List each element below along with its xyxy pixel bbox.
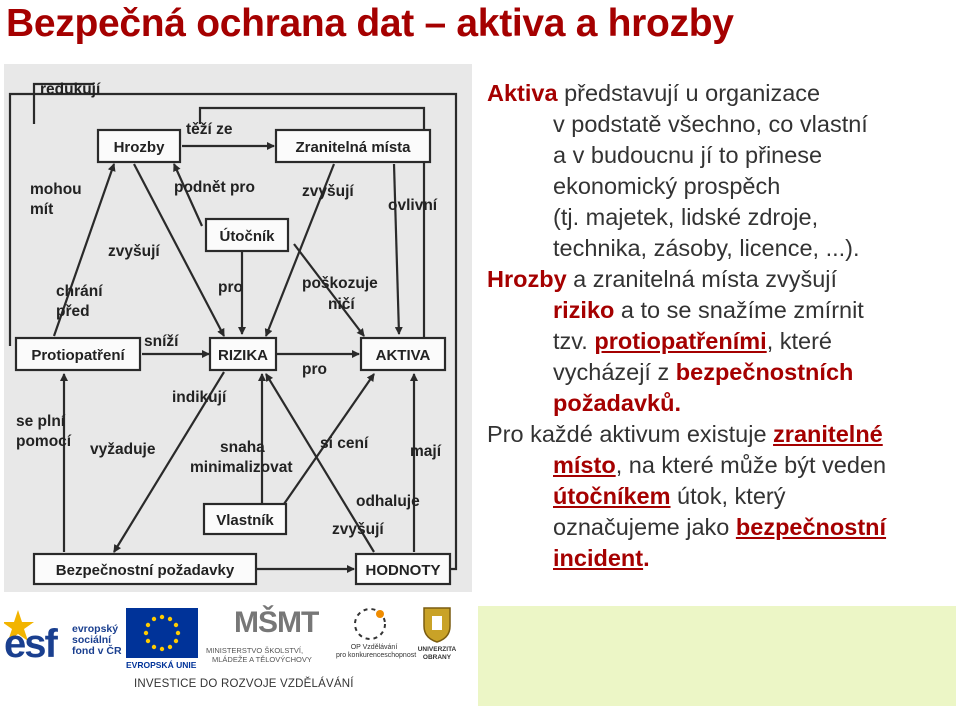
keyword-utocnikem: útočníkem xyxy=(553,483,671,509)
p1-line-c: a v budoucnu jí to přinese xyxy=(553,142,823,168)
box-hrozby xyxy=(98,130,180,162)
label-se-plni: se plní xyxy=(16,413,66,430)
label-indikuji: indikují xyxy=(172,389,227,406)
label-zvysuji-2: zvyšují xyxy=(108,243,160,260)
paragraph-incident xyxy=(487,419,947,574)
unob-crest-icon xyxy=(420,604,454,644)
box-utocnik-label: Útočník xyxy=(219,228,275,245)
keyword-bezpecnostnich: bezpečnostních xyxy=(675,359,854,385)
p2-line-a: a zranitelná místa zvyšují xyxy=(566,266,838,292)
eu-flag-icon xyxy=(126,608,198,658)
paragraph-hrozby xyxy=(487,264,947,419)
label-zvysuji-1: zvyšují xyxy=(302,183,354,200)
keyword-hrozby: Hrozby xyxy=(487,266,567,292)
box-rizika-label: RIZIKA xyxy=(218,347,268,364)
p3-line-d: označujeme jako xyxy=(553,514,736,540)
label-zvysuji-3: zvyšují xyxy=(332,521,384,538)
label-podnet-pro: podnět pro xyxy=(174,179,255,196)
op-icon xyxy=(348,606,392,642)
box-zranitelna-mista xyxy=(276,130,430,162)
p1-line-d: ekonomický prospěch xyxy=(553,173,781,199)
msmt-mark: MŠMT xyxy=(234,606,319,639)
box-aktiva xyxy=(361,338,445,370)
op-logo xyxy=(330,606,417,670)
p1-line-a: představují u organizace xyxy=(557,80,821,106)
eu-logo xyxy=(126,608,202,670)
keyword-misto: místo xyxy=(553,452,616,478)
p2-line-e: vycházejí z xyxy=(553,359,676,385)
keyword-riziko: riziko xyxy=(553,297,615,323)
label-pro-1: pro xyxy=(218,279,243,296)
keyword-incident: incident xyxy=(553,545,644,571)
p2-line-c: tzv. xyxy=(553,328,595,354)
box-protiopatreni xyxy=(16,338,140,370)
label-vyzaduje: vyžaduje xyxy=(90,441,156,458)
label-nici: ničí xyxy=(328,296,355,313)
box-rizika xyxy=(210,338,276,370)
p3-line-e: . xyxy=(643,545,650,571)
label-maji: mají xyxy=(410,443,442,460)
paragraph-aktiva xyxy=(487,78,947,264)
keyword-pozadavku: požadavků xyxy=(553,390,675,416)
p2-line-b: a to se snažíme zmírnit xyxy=(614,297,864,323)
box-bezpecnostni-pozadavky xyxy=(34,554,256,584)
label-ovlivni: ovlivní xyxy=(388,197,438,214)
slide-title: Bezpečná ochrana dat – aktiva a hrozby xyxy=(6,2,734,45)
p3-line-c: útok, který xyxy=(670,483,786,509)
risk-diagram-svg xyxy=(4,64,472,592)
label-poskozuje: poškozuje xyxy=(302,275,378,292)
label-snaha: snaha xyxy=(220,439,265,456)
box-hodnoty xyxy=(356,554,450,584)
op-caption: OP Vzdělávání pro konkurenceschopnost xyxy=(336,644,417,659)
invest-caption: INVESTICE DO ROZVOJE VZDĚLÁVÁNÍ xyxy=(134,678,354,690)
p1-line-f: technika, zásoby, licence, ...). xyxy=(553,235,860,261)
keyword-zranitelne: zranitelné xyxy=(773,421,883,447)
msmt-logo xyxy=(206,606,324,670)
box-vlastnik xyxy=(204,504,286,534)
keyword-aktiva: Aktiva xyxy=(487,80,558,106)
label-pro-2: pro xyxy=(302,361,327,378)
esf-logo xyxy=(4,608,124,672)
keyword-bezpecnostni: bezpečnostní xyxy=(735,514,887,540)
p2-line-d: , které xyxy=(766,328,832,354)
box-aktiva-label: AKTIVA xyxy=(375,347,431,364)
p3-line-a: Pro každé aktivum existuje xyxy=(487,421,774,447)
slide-text xyxy=(487,78,947,574)
unob-logo xyxy=(414,604,460,670)
keyword-protiopatrenimi: protiopatřeními xyxy=(594,328,767,354)
box-bezpecnostni-pozadavky-label: Bezpečnostní požadavky xyxy=(55,562,235,579)
msmt-caption: MINISTERSTVO ŠKOLSTVÍ, MLÁDEŽE A TĚLOVÝCHOVY xyxy=(206,646,312,664)
risk-diagram xyxy=(4,64,472,592)
p2-line-f: . xyxy=(674,390,681,416)
footer-green-panel xyxy=(478,606,956,706)
label-pomoci: pomocí xyxy=(16,433,72,450)
label-minimalizovat: minimalizovat xyxy=(190,459,293,476)
label-redukuji: redukují xyxy=(40,81,101,98)
label-mohou: mohou xyxy=(30,181,82,198)
box-vlastnik-label: Vlastník xyxy=(216,512,274,529)
esf-text: esf xyxy=(4,622,56,666)
p1-line-e: (tj. majetek, lidské zdroje, xyxy=(553,204,819,230)
eu-caption: EVROPSKÁ UNIE xyxy=(126,660,197,670)
label-tezi-ze: těží ze xyxy=(186,121,233,138)
label-odhaluje: odhaluje xyxy=(356,493,420,510)
box-hodnoty-label: HODNOTY xyxy=(365,562,441,579)
box-hrozby-label: Hrozby xyxy=(113,139,165,156)
label-si-ceni: si cení xyxy=(320,435,369,452)
p3-line-b: , na které může být veden xyxy=(615,452,887,478)
label-mit: mít xyxy=(30,201,54,218)
box-zranitelna-mista-label: Zranitelná místa xyxy=(295,139,411,156)
p1-line-b: v podstatě všechno, co vlastní xyxy=(553,111,868,137)
label-chrani: chrání xyxy=(56,283,103,300)
box-protiopatreni-label: Protiopatření xyxy=(31,347,125,364)
box-utocnik xyxy=(206,219,288,251)
label-snizi: sníží xyxy=(144,333,179,350)
label-pred: před xyxy=(56,303,90,320)
esf-caption: evropský sociální fond v ČR xyxy=(72,623,122,657)
unob-caption: UNIVERZITA OBRANY xyxy=(417,646,457,661)
